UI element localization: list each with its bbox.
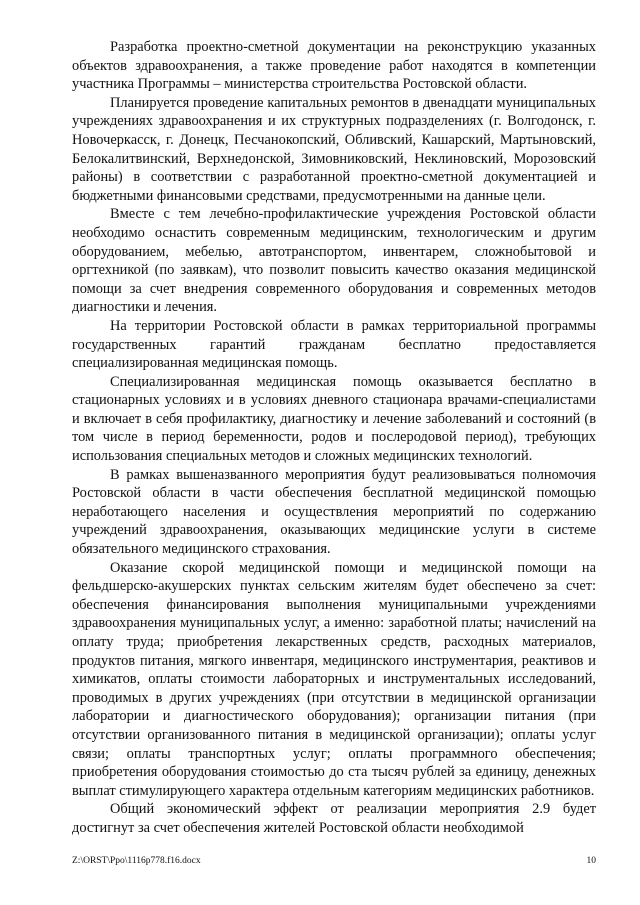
paragraph-7: Оказание скорой медицинской помощи и медицинской помощи на фельдшерско-акушерских пунктах сельским жителям будет обеспечено за счет: обеспечения финансирования выполнения муниципальными учреждениями здравоохранения муниципальных услуг, а именно: заработной платы; начислений на оплату труда; приобретения лекарственных средств, расходных материалов, продуктов питания, мягкого инвентаря, медицинского инструментария, реактивов и химикатов, оплаты стоимости лабораторных и инструментальных исследований, проводимых в других учреждениях (при отсутствии в медицинской организации лаборатории и диагностического оборудования); организации питания (при отсутствии организованного питания в медицинской организации); оплаты услуг связи; оплаты транспортных услуг; оплаты программного обеспечения; приобретения оборудования стоимостью до ста тысяч рублей за единицу, денежных выплат стимулирующего характера отдельным категориям медицинских работников. [72,559,596,799]
page-number: 10 [586,856,596,866]
paragraph-2: Планируется проведение капитальных ремонтов в двенадцати муниципальных учреждениях здравоохранения и их структурных подразделениях (г. Волгодонск, г. Новочеркасск, г. Донецк, Песчанокопский, Обливский, Кашарский, Мартыновский, Белокалитвинский, Верхнедонской, Зимовниковский, Неклиновский, Морозовский районы) в соответствии с разработанной проектно-сметной документацией и бюджетными финансовыми средствами, предусмотренными на данные цели. [72,94,596,204]
paragraph-3: Вместе с тем лечебно-профилактические учреждения Ростовской области необходимо оснастить современным медицинским, технологическим и другим оборудованием, мебелью, автотранспортом, инвентарем, сложнобытовой и оргтехникой (по заявкам), что позволит повысить качество оказания медицинской помощи за счет внедрения современного оборудования и современных методов диагностики и лечения. [72,206,596,316]
paragraph-1: Разработка проектно-сметной документации на реконструкцию указанных объектов здравоохранения, а также проведение работ находятся в компетенции участника Программы – министерства строительства Ростовской области. [72,39,596,93]
document-body [72,38,596,838]
paragraph-8: Общий экономический эффект от реализации мероприятия 2.9 будет достигнут за счет обеспечения жителей Ростовской области необходимой [72,801,596,836]
paragraph-6: В рамках вышеназванного мероприятия будут реализовываться полномочия Ростовской области в части обеспечения бесплатной медицинской помощью неработающего населения и осуществления мероприятий по содержанию учреждений здравоохранения, оказывающих медицинские услуги в системе обязательного медицинского страхования. [72,466,596,558]
footer-file-path: Z:\ORST\Ppo\1116p778.f16.docx [72,856,201,866]
paragraph-5: Специализированная медицинская помощь оказывается бесплатно в стационарных условиях и в условиях дневного стационара врачами-специалистами и включает в себя профилактику, диагностику и лечение заболеваний и состояний (в том числе в период беременности, родов и послеродовой период), требующих использования специальных методов и сложных медицинских технологий. [72,373,596,465]
paragraph-4: На территории Ростовской области в рамках территориальной программы государственных гарантий гражданам бесплатно предоставляется специализированная медицинская помощь. [72,317,596,372]
